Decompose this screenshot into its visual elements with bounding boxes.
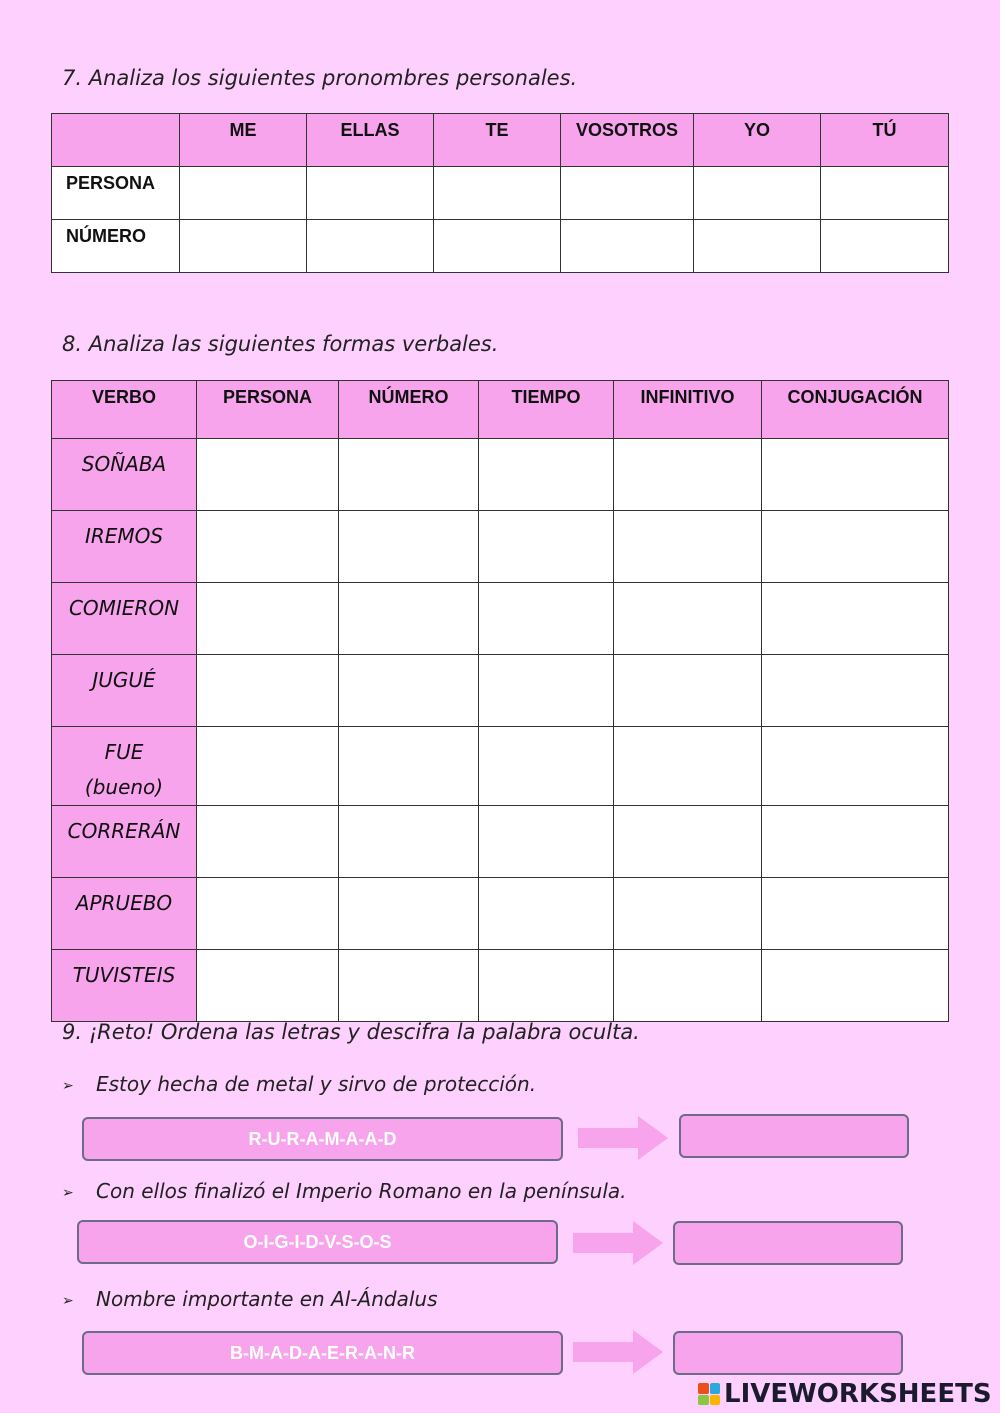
bullet-arrow-icon: ➢ (62, 1185, 74, 1201)
bullet-arrow-icon: ➢ (62, 1293, 74, 1309)
answer-cell[interactable] (479, 511, 614, 583)
answer-cell[interactable] (762, 727, 949, 806)
pronoun-header: VOSOTROS (561, 114, 694, 167)
answer-cell[interactable] (614, 583, 762, 655)
answer-cell[interactable] (762, 806, 949, 878)
answer-box[interactable] (673, 1331, 903, 1375)
answer-cell[interactable] (197, 439, 339, 511)
answer-cell[interactable] (434, 167, 561, 220)
arrow-right-icon (573, 1330, 663, 1374)
verb-row-label: IREMOS (52, 511, 197, 583)
arrow-right-icon (578, 1116, 668, 1160)
answer-cell[interactable] (614, 511, 762, 583)
q8-title: 8. Analiza las siguientes formas verbales. (62, 332, 499, 356)
logo-text: LIVEWORKSHEETS (724, 1379, 992, 1409)
answer-cell[interactable] (479, 439, 614, 511)
answer-cell[interactable] (339, 950, 479, 1022)
answer-cell[interactable] (821, 167, 949, 220)
verb-header: CONJUGACIÓN (762, 381, 949, 439)
answer-cell[interactable] (339, 511, 479, 583)
pronouns-corner (52, 114, 180, 167)
answer-cell[interactable] (339, 583, 479, 655)
answer-cell[interactable] (339, 727, 479, 806)
clue-text: Con ellos finalizó el Imperio Romano en la península. (96, 1179, 627, 1203)
answer-cell[interactable] (197, 727, 339, 806)
verb-header: VERBO (52, 381, 197, 439)
verb-row-label: COMIERON (52, 583, 197, 655)
answer-cell[interactable] (339, 878, 479, 950)
verb-row-label: FUE (bueno) (52, 727, 197, 806)
answer-cell[interactable] (479, 583, 614, 655)
answer-cell[interactable] (197, 511, 339, 583)
answer-cell[interactable] (197, 878, 339, 950)
pronoun-header: ME (180, 114, 307, 167)
answer-cell[interactable] (180, 167, 307, 220)
verb-header: NÚMERO (339, 381, 479, 439)
answer-cell[interactable] (197, 583, 339, 655)
verb-row-label: JUGUÉ (52, 655, 197, 727)
verb-row-label: SOÑABA (52, 439, 197, 511)
answer-box[interactable] (679, 1114, 909, 1158)
verb-header: PERSONA (197, 381, 339, 439)
answer-cell[interactable] (614, 806, 762, 878)
answer-cell[interactable] (614, 950, 762, 1022)
q7-title: 7. Analiza los siguientes pronombres personales. (62, 66, 578, 90)
answer-cell[interactable] (614, 878, 762, 950)
answer-box[interactable] (673, 1221, 903, 1265)
row-label-persona: PERSONA (52, 167, 180, 220)
clue-text: Estoy hecha de metal y sirvo de protección. (96, 1072, 537, 1096)
answer-cell[interactable] (479, 655, 614, 727)
verb-row-label: APRUEBO (52, 878, 197, 950)
answer-cell[interactable] (339, 806, 479, 878)
answer-cell[interactable] (614, 727, 762, 806)
answer-cell[interactable] (762, 878, 949, 950)
answer-cell[interactable] (614, 439, 762, 511)
answer-cell[interactable] (339, 439, 479, 511)
answer-cell[interactable] (762, 950, 949, 1022)
verb-header: INFINITIVO (614, 381, 762, 439)
answer-cell[interactable] (479, 950, 614, 1022)
answer-cell[interactable] (197, 655, 339, 727)
scrambled-word: O-I-G-I-D-V-S-O-S (77, 1220, 558, 1264)
answer-cell[interactable] (479, 727, 614, 806)
row-label-numero: NÚMERO (52, 220, 180, 273)
clue-text: Nombre importante en Al-Ándalus (96, 1287, 438, 1311)
answer-cell[interactable] (614, 655, 762, 727)
answer-cell[interactable] (762, 655, 949, 727)
answer-cell[interactable] (197, 806, 339, 878)
answer-cell[interactable] (479, 806, 614, 878)
bullet-arrow-icon: ➢ (62, 1078, 74, 1094)
answer-cell[interactable] (197, 950, 339, 1022)
liveworksheets-logo (698, 1380, 992, 1408)
verb-header: TIEMPO (479, 381, 614, 439)
answer-cell[interactable] (694, 220, 821, 273)
answer-cell[interactable] (479, 878, 614, 950)
verbs-table (51, 380, 949, 1022)
answer-cell[interactable] (434, 220, 561, 273)
answer-cell[interactable] (821, 220, 949, 273)
answer-cell[interactable] (694, 167, 821, 220)
answer-cell[interactable] (762, 583, 949, 655)
answer-cell[interactable] (762, 439, 949, 511)
pronoun-header: TÚ (821, 114, 949, 167)
arrow-right-icon (573, 1221, 663, 1265)
q9-title: 9. ¡Reto! Ordena las letras y descifra la palabra oculta. (62, 1020, 640, 1044)
answer-cell[interactable] (762, 511, 949, 583)
answer-cell[interactable] (307, 167, 434, 220)
answer-cell[interactable] (561, 167, 694, 220)
verb-row-label: CORRERÁN (52, 806, 197, 878)
verb-row-label: TUVISTEIS (52, 950, 197, 1022)
pronoun-header: ELLAS (307, 114, 434, 167)
answer-cell[interactable] (561, 220, 694, 273)
pronoun-header: YO (694, 114, 821, 167)
answer-cell[interactable] (180, 220, 307, 273)
answer-cell[interactable] (307, 220, 434, 273)
scrambled-word: B-M-A-D-A-E-R-A-N-R (82, 1331, 563, 1375)
pronouns-table (51, 113, 949, 273)
answer-cell[interactable] (339, 655, 479, 727)
pronoun-header: TE (434, 114, 561, 167)
scrambled-word: R-U-R-A-M-A-A-D (82, 1117, 563, 1161)
logo-badge-icon (698, 1383, 720, 1405)
